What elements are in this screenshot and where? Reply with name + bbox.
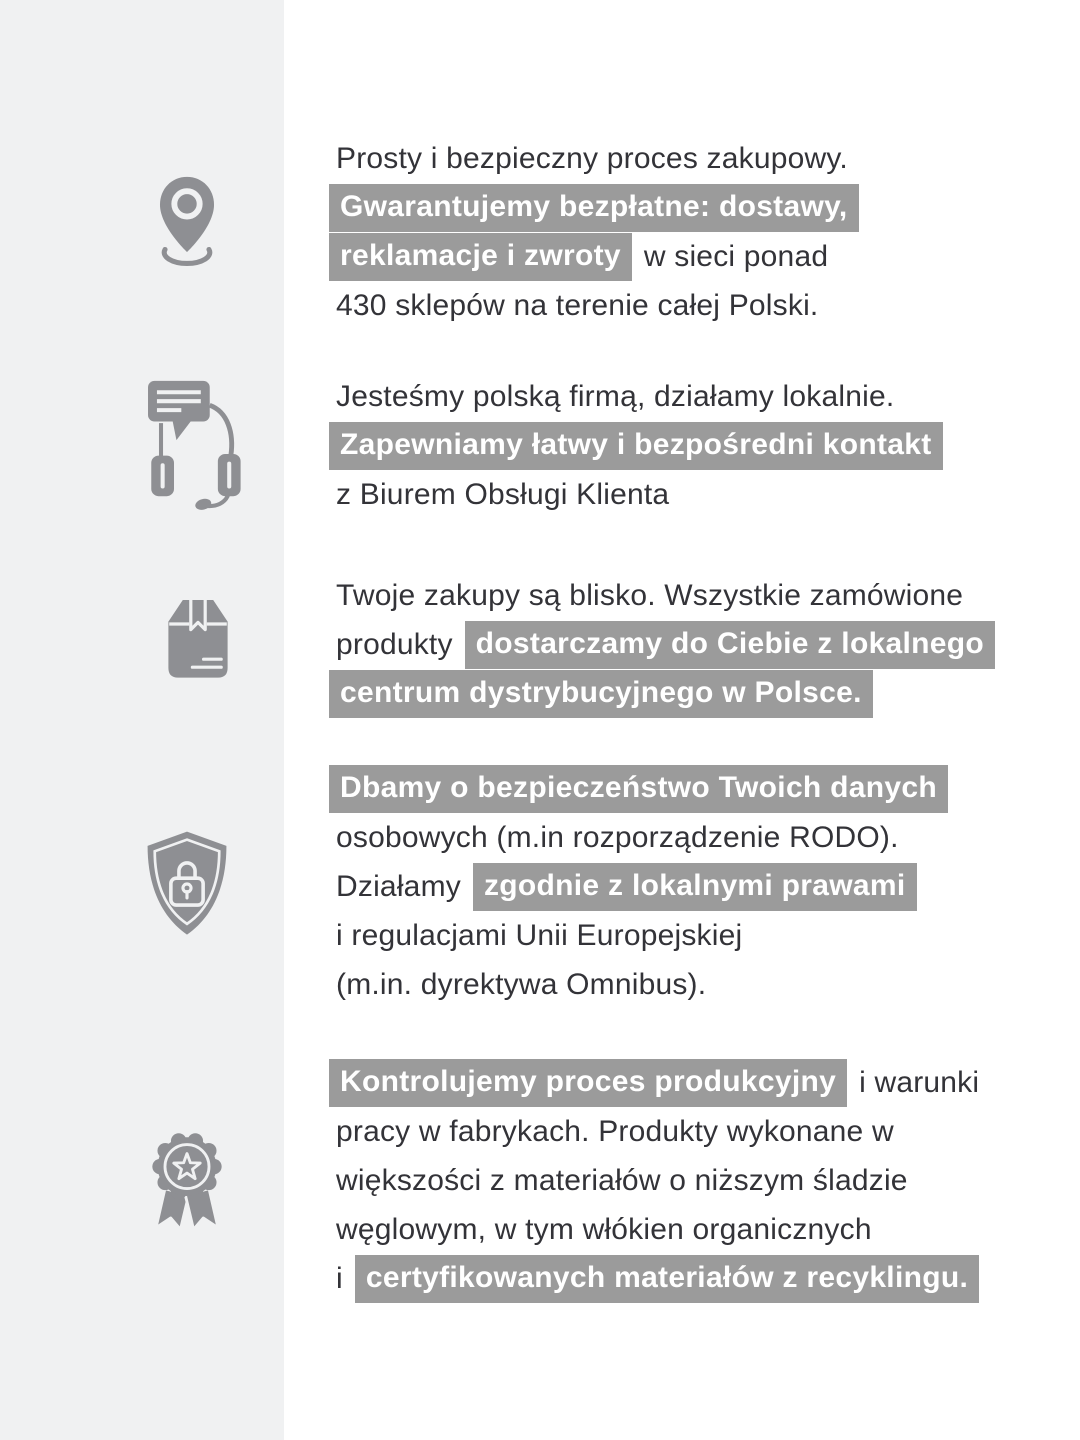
- plain-text: Twoje zakupy są blisko. Wszystkie zamówione: [336, 578, 964, 612]
- benefit-section-delivery-network: [329, 134, 1009, 330]
- text-line: [329, 669, 1009, 718]
- shield-lock-icon: [133, 828, 241, 945]
- text-line: [329, 281, 1009, 330]
- text-line: [329, 1107, 1009, 1156]
- plain-text: większości z materiałów o niższym śladzie: [336, 1163, 908, 1197]
- highlighted-text: reklamacje i zwroty: [329, 233, 632, 281]
- package-box-icon: [146, 588, 250, 693]
- text-line: [329, 1156, 1009, 1205]
- plain-text: (m.in. dyrektywa Omnibus).: [336, 967, 707, 1001]
- highlighted-text: dostarczamy do Ciebie z lokalnego: [465, 621, 995, 669]
- text-line: [329, 764, 1009, 813]
- highlighted-text: zgodnie z lokalnymi prawami: [473, 863, 917, 911]
- plain-text: osobowych (m.in rozporządzenie RODO).: [336, 820, 899, 854]
- plain-text: węglowym, w tym włókien organicznych: [336, 1212, 872, 1246]
- text-line: [329, 372, 1009, 421]
- plain-text: Prosty i bezpieczny proces zakupowy.: [336, 141, 848, 175]
- plain-text: Działamy: [336, 869, 461, 903]
- benefit-section-customer-contact: [329, 372, 1009, 519]
- text-line: [329, 813, 1009, 862]
- plain-text: i regulacjami Unii Europejskiej: [336, 918, 743, 952]
- plain-text: i warunki: [859, 1065, 980, 1099]
- text-line: [329, 134, 1009, 183]
- plain-text: Jesteśmy polską firmą, działamy lokalnie.: [336, 379, 895, 413]
- highlighted-text: Dbamy o bezpieczeństwo Twoich danych: [329, 765, 948, 813]
- text-line: [329, 421, 1009, 470]
- plain-text: z Biurem Obsługi Klienta: [336, 477, 670, 511]
- benefit-section-production-control: [329, 1058, 1009, 1303]
- text-line: [329, 620, 1009, 669]
- highlighted-text: Gwarantujemy bezpłatne: dostawy,: [329, 184, 859, 232]
- text-line: [329, 232, 1009, 281]
- text-line: [329, 470, 1009, 519]
- highlighted-text: centrum dystrybucyjnego w Polsce.: [329, 670, 873, 718]
- text-line: [329, 1254, 1009, 1303]
- text-line: [329, 911, 1009, 960]
- text-line: [329, 862, 1009, 911]
- benefit-section-local-distribution: [329, 571, 1009, 718]
- plain-text: i: [336, 1261, 343, 1295]
- location-pin-icon: [149, 168, 225, 287]
- highlighted-text: certyfikowanych materiałów z recyklingu.: [355, 1255, 979, 1303]
- highlighted-text: Kontrolujemy proces produkcyjny: [329, 1059, 847, 1107]
- text-line: [329, 571, 1009, 620]
- text-line: [329, 1205, 1009, 1254]
- highlighted-text: Zapewniamy łatwy i bezpośredni kontakt: [329, 422, 943, 470]
- award-badge-icon: [134, 1114, 240, 1247]
- plain-text: w sieci ponad: [643, 239, 829, 273]
- text-line: [329, 960, 1009, 1009]
- benefit-section-data-security: [329, 764, 1009, 1009]
- plain-text: pracy w fabrykach. Produkty wykonane w: [336, 1114, 894, 1148]
- text-line: [329, 183, 1009, 232]
- text-line: [329, 1058, 1009, 1107]
- plain-text: 430 sklepów na terenie całej Polski.: [336, 288, 819, 322]
- chat-headset-icon: [130, 376, 244, 515]
- plain-text: produkty: [336, 627, 453, 661]
